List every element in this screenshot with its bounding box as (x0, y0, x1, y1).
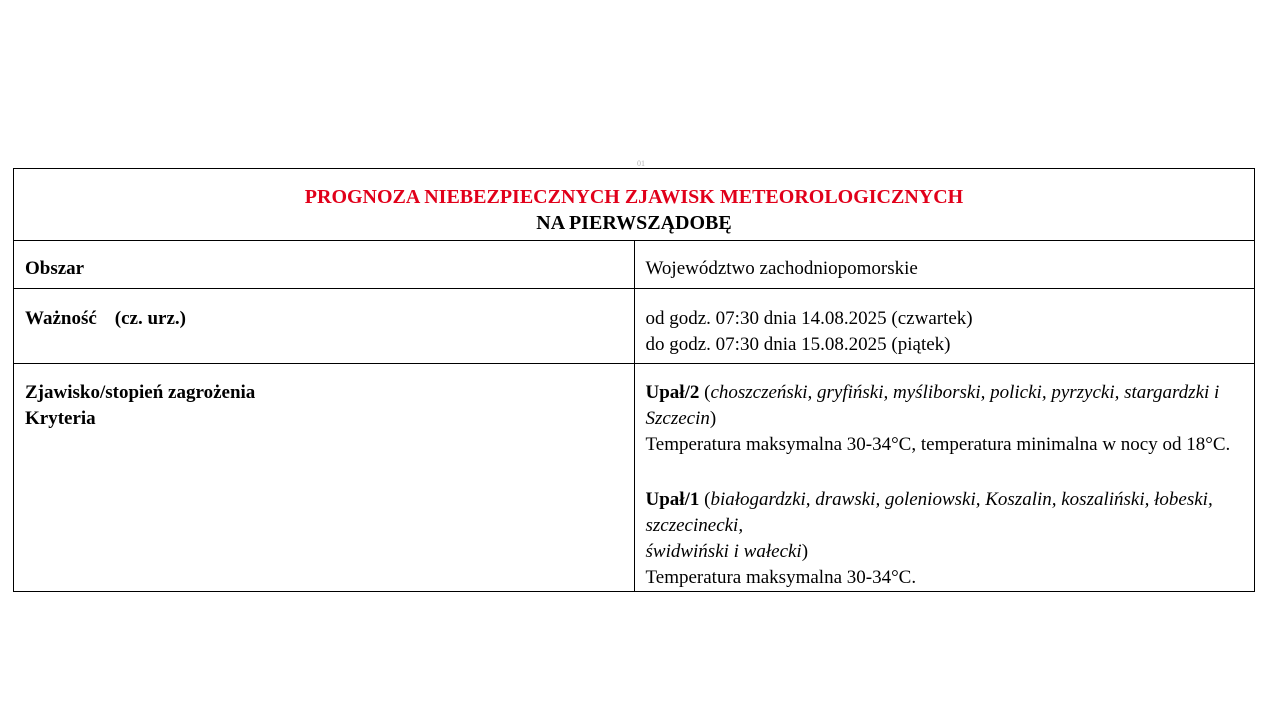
area-label: Obszar (14, 241, 635, 289)
validity-from: od godz. 07:30 dnia 14.08.2025 (czwartek) (645, 308, 973, 329)
table-row-area (14, 241, 1255, 289)
warning-1-open-paren: ( (699, 382, 711, 403)
page-mark: 01 (637, 159, 645, 168)
phenomenon-label: Zjawisko/stopień zagrożenia (25, 382, 256, 403)
warning-1-close-paren: ) (709, 408, 717, 429)
warning-2-open-paren: ( (699, 489, 711, 510)
warning-2-areas-cont: świdwiński i wałecki (645, 541, 802, 562)
warning-2-criteria: Temperatura maksymalna 30-34°C. (645, 567, 917, 588)
validity-time-note: (cz. urz.) (114, 308, 186, 329)
warning-2-areas-continued-line (646, 539, 1255, 565)
warning-1-criteria: Temperatura maksymalna 30-34°C, temperatura minimalna w nocy od 18°C. (645, 434, 1231, 455)
validity-label-cell (14, 289, 635, 364)
document-subtitle: NA PIERWSZĄDOBĘ (536, 212, 732, 234)
validity-label: Ważność (25, 308, 97, 329)
warning-2-areas: białogardzki, drawski, goleniowski, Koszalin, koszaliński, łobeski, szczecinecki, (645, 489, 1213, 536)
warning-1-header (646, 380, 1255, 432)
warning-1-name: Upał/2 (645, 382, 700, 403)
warning-2-name: Upał/1 (645, 489, 700, 510)
criteria-label: Kryteria (25, 408, 96, 429)
warning-2-header (646, 487, 1255, 539)
table-row-phenomenon (14, 364, 1255, 592)
document-title: PROGNOZA NIEBEZPIECZNYCH ZJAWISK METEOROLOGICZNYCH (304, 186, 964, 208)
validity-to: do godz. 07:30 dnia 15.08.2025 (piątek) (645, 334, 951, 355)
title-cell (14, 169, 1255, 241)
area-value: Województwo zachodniopomorskie (634, 241, 1255, 289)
warning-1-areas: choszczeński, gryfiński, myśliborski, policki, pyrzycki, stargardzki i Szczecin (645, 382, 1220, 429)
phenomenon-value-cell (634, 364, 1255, 592)
warning-table (13, 168, 1255, 592)
validity-value-cell (634, 289, 1255, 364)
phenomenon-label-cell (14, 364, 635, 592)
warning-2-close-paren: ) (801, 541, 809, 562)
title-row (14, 169, 1255, 241)
table-row-validity (14, 289, 1255, 364)
